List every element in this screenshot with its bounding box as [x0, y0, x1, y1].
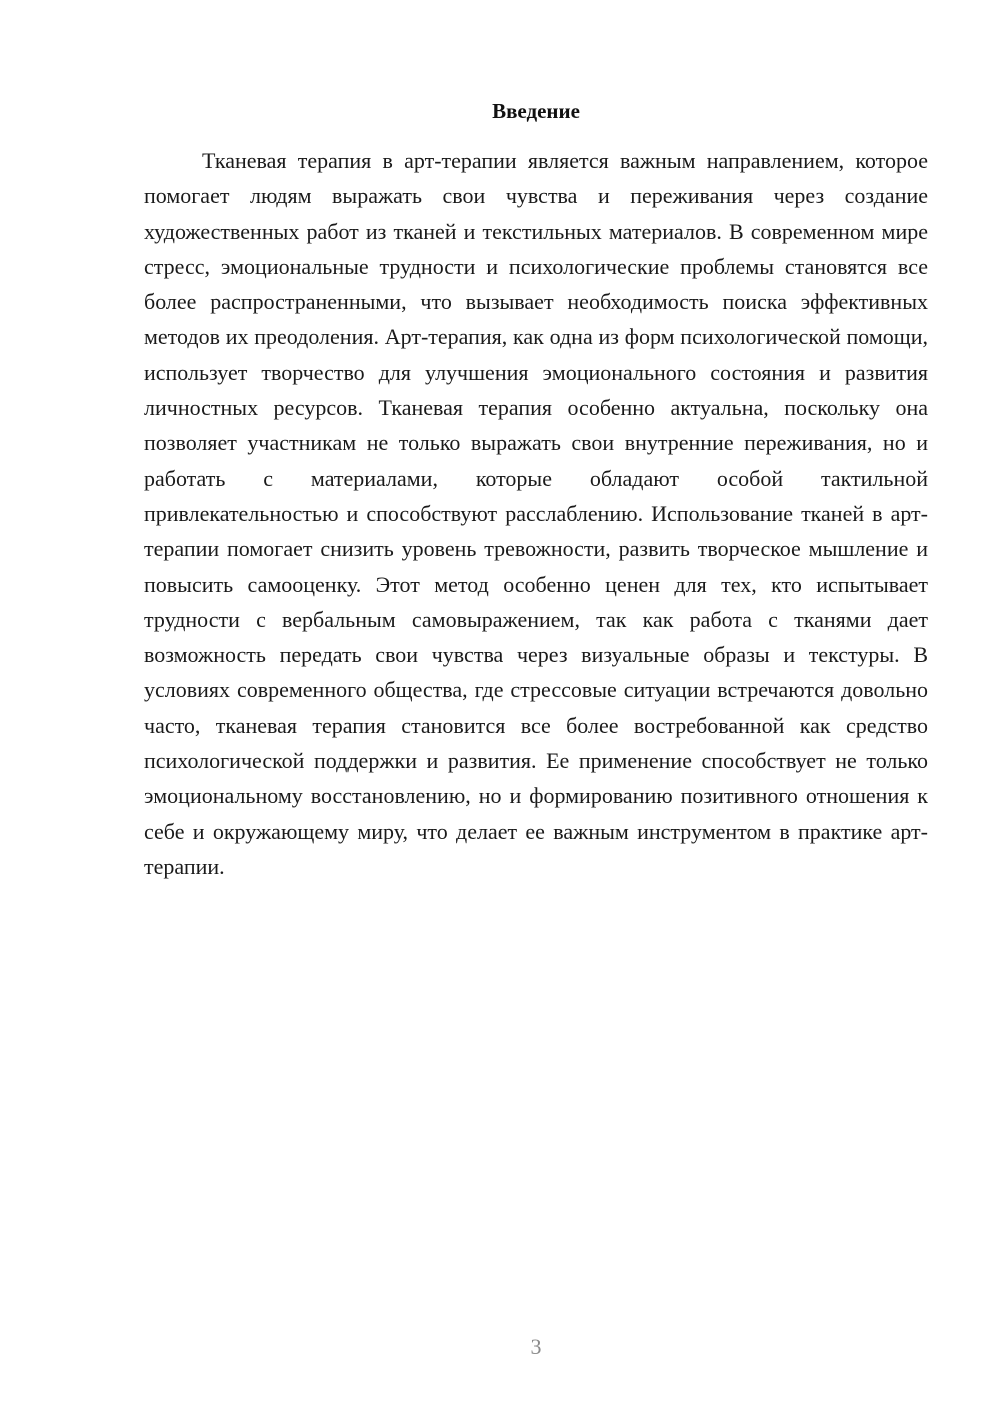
page-number: 3: [530, 1334, 542, 1359]
section-heading: Введение: [492, 99, 580, 123]
body-paragraph: Тканевая терапия в арт-терапии является важным направлением, которое помогает людям выражать свои чувства и переживания через создание художественных работ из тканей и текстильных материалов. В современном мире стресс, эмоциональные трудности и психологические проблемы становятся все более распространенными, что вызывает необходимость поиска эффективных методов их преодоления. Арт-терапия, как одна из форм психологической помощи, использует творчество для улучшения эмоционального состояния и развития личностных ресурсов. Тканевая терапия особенно актуальна, поскольку она позволяет участникам не только выражать свои внутренние переживания, но и работать с материалами, которые обладают особой тактильной привлекательностью и способствуют расслаблению. Использование тканей в арт-терапии помогает снизить уровень тревожности, развить творческое мышление и повысить самооценку. Этот метод особенно ценен для тех, кто испытывает трудности с вербальным самовыражением, так как работа с тканями дает возможность передать свои чувства через визуальные образы и текстуры. В условиях современного общества, где стрессовые ситуации встречаются довольно часто, тканевая терапия становится все более востребованной как средство психологической поддержки и развития. Ее применение способствует не только эмоциональному восстановлению, но и формированию позитивного отношения к себе и окружающему миру, что делает ее важным инструментом в практике арт-терапии.: [144, 148, 928, 879]
